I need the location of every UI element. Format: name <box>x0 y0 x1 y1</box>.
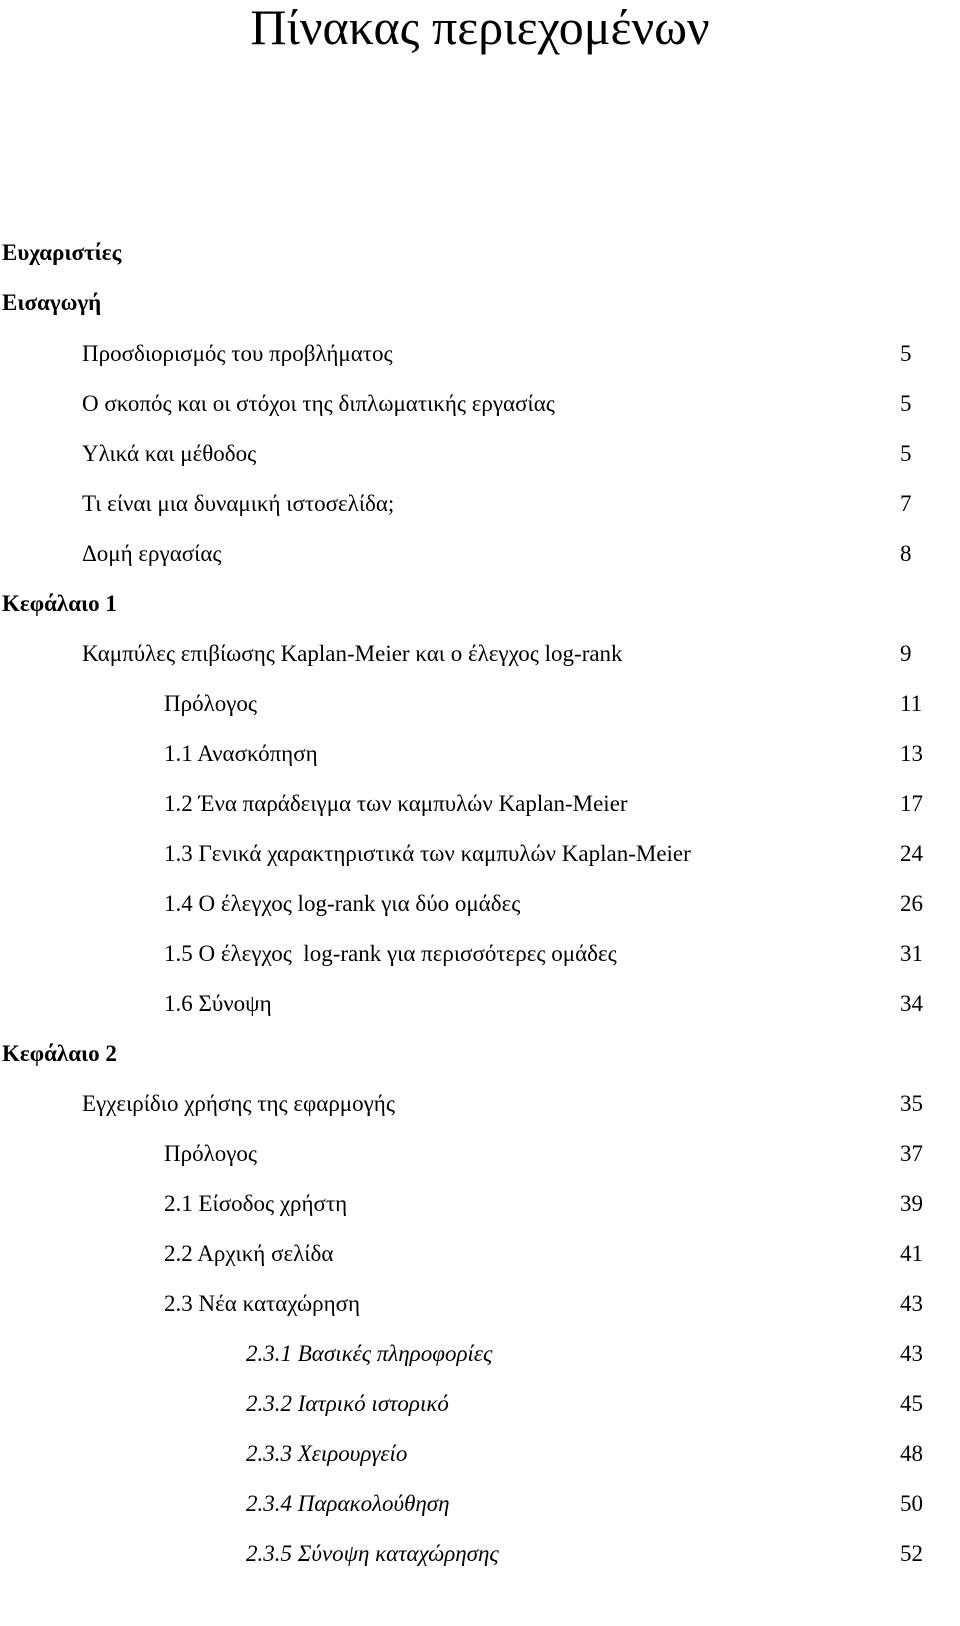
toc-page-number: 43 <box>900 1341 923 1366</box>
toc-page-number: 5 <box>900 341 912 366</box>
toc-entry[interactable]: Πρόλογος <box>164 691 258 716</box>
toc-entry[interactable]: 1.4 Ο έλεγχος log-rank για δύο ομάδες <box>164 891 521 916</box>
toc-page-number: 24 <box>900 841 923 866</box>
toc-entry[interactable]: 1.3 Γενικά χαρακτηριστικά των καμπυλών Kaplan-Meier <box>164 841 691 866</box>
toc-entry[interactable]: Υλικά και μέθοδος <box>82 441 257 466</box>
toc-entry[interactable]: 2.2 Αρχική σελίδα <box>164 1241 334 1266</box>
toc-page-number: 9 <box>900 641 912 666</box>
toc-entry[interactable]: 2.3 Νέα καταχώρηση <box>164 1291 361 1316</box>
toc-page-number: 26 <box>900 891 923 916</box>
toc-page-number: 5 <box>900 391 912 416</box>
toc-page-number: 37 <box>900 1141 923 1166</box>
toc-heading[interactable]: Κεφάλαιο 2 <box>2 1041 117 1066</box>
toc-page-number: 17 <box>900 791 923 816</box>
toc-entry[interactable]: Ο σκοπός και οι στόχοι της διπλωματικής εργασίας <box>82 391 555 416</box>
page-title: Πίνακας περιεχομένων <box>250 0 710 55</box>
toc-page-number: 41 <box>900 1241 923 1266</box>
toc-entry[interactable]: 1.6 Σύνοψη <box>164 991 272 1016</box>
toc-entry[interactable]: 2.3.3 Χειρουργείο <box>246 1441 408 1466</box>
toc-heading[interactable]: Εισαγωγή <box>2 290 102 315</box>
toc-page-number: 34 <box>900 991 923 1016</box>
toc-entry[interactable]: 1.1 Ανασκόπηση <box>164 741 318 766</box>
toc-entry[interactable]: Δομή εργασίας <box>82 541 222 566</box>
toc-entry[interactable]: Τι είναι μια δυναμική ιστοσελίδα; <box>82 491 395 516</box>
toc-entry[interactable]: Καμπύλες επιβίωσης Kaplan-Meier και ο έλεγχος log-rank <box>82 641 623 666</box>
toc-page-number: 50 <box>900 1491 923 1516</box>
toc-entry[interactable]: 1.2 Ένα παράδειγμα των καμπυλών Kaplan-Meier <box>164 791 628 816</box>
toc-entry[interactable]: Προσδιορισμός του προβλήματος <box>82 341 393 366</box>
toc-heading[interactable]: Κεφάλαιο 1 <box>2 591 117 616</box>
toc-heading[interactable]: Ευχαριστίες <box>2 240 122 265</box>
toc-entry[interactable]: 1.5 Ο έλεγχος log-rank για περισσότερες ομάδες <box>164 941 617 966</box>
toc-page-number: 45 <box>900 1391 923 1416</box>
toc-page-number: 39 <box>900 1191 923 1216</box>
toc-entry[interactable]: 2.3.2 Ιατρικό ιστορικό <box>246 1391 449 1416</box>
toc-page-number: 52 <box>900 1541 923 1566</box>
toc-entry[interactable]: 2.3.5 Σύνοψη καταχώρησης <box>246 1541 499 1566</box>
toc-page-number: 7 <box>900 491 912 516</box>
toc-page-number: 31 <box>900 941 923 966</box>
toc-page-number: 48 <box>900 1441 923 1466</box>
toc-page-number: 43 <box>900 1291 923 1316</box>
toc-page-number: 11 <box>900 691 923 716</box>
toc-page-number: 8 <box>900 541 912 566</box>
toc-entry[interactable]: Εγχειρίδιο χρήσης της εφαρμογής <box>82 1091 395 1116</box>
toc-entry[interactable]: Πρόλογος <box>164 1141 258 1166</box>
toc-entry[interactable]: 2.3.1 Βασικές πληροφορίες <box>246 1341 493 1366</box>
toc-entry[interactable]: 2.3.4 Παρακολούθηση <box>246 1491 450 1516</box>
toc-entry[interactable]: 2.1 Είσοδος χρήστη <box>164 1191 348 1216</box>
toc-page-number: 35 <box>900 1091 923 1116</box>
toc-page-number: 13 <box>900 741 923 766</box>
toc-page-number: 5 <box>900 441 912 466</box>
